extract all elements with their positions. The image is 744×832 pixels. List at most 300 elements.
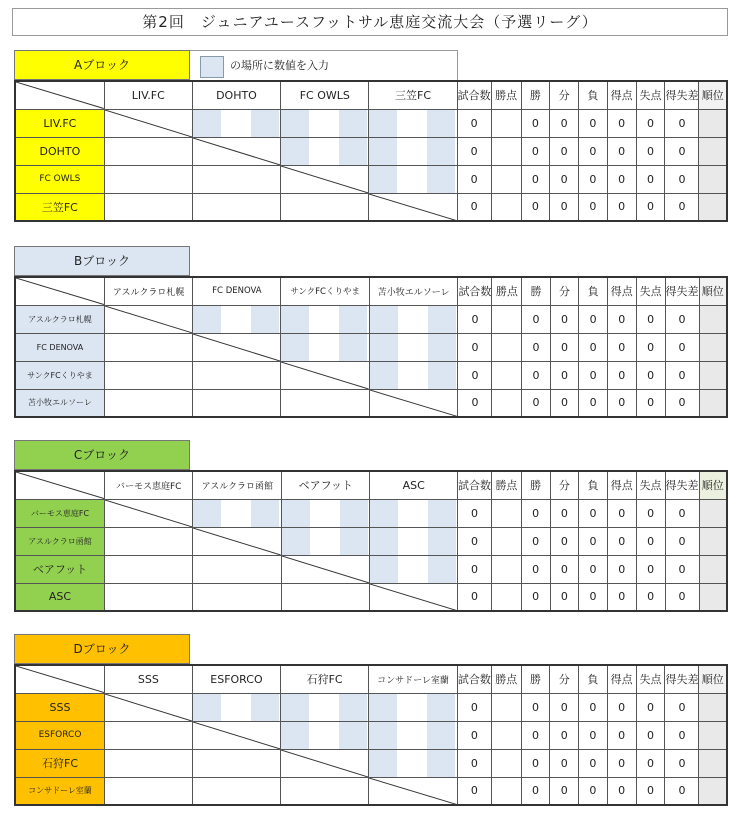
score-input-away[interactable] — [251, 500, 279, 527]
score-input-home[interactable] — [193, 110, 221, 137]
stat-value: 0 — [665, 305, 699, 333]
stat-value: 0 — [457, 193, 491, 221]
stat-value: 0 — [579, 777, 608, 805]
score-input-away[interactable] — [427, 750, 455, 777]
team-name: アスルクラロ札幌 — [15, 305, 104, 333]
stat-value: 0 — [636, 361, 665, 389]
team-name: FC OWLS — [15, 165, 104, 193]
match-result-cell — [104, 555, 193, 583]
self-match-cell — [281, 361, 370, 389]
self-match-cell — [192, 137, 280, 165]
stat-value: 0 — [636, 777, 665, 805]
stat-header: 得点 — [607, 471, 636, 499]
stat-value: 0 — [636, 583, 665, 611]
stat-value: 0 — [636, 749, 665, 777]
stat-value: 0 — [665, 527, 699, 555]
stat-header: 負 — [578, 81, 607, 109]
team-name: ESFORCO — [15, 721, 105, 749]
stat-value: 0 — [521, 777, 550, 805]
match-result-cell — [105, 777, 193, 805]
stat-header: 順位 — [699, 277, 727, 305]
match-cell[interactable] — [281, 333, 370, 361]
score-input-away[interactable] — [339, 694, 367, 721]
team-name: コンサドーレ室蘭 — [15, 777, 105, 805]
stat-value: 0 — [521, 555, 550, 583]
rank-cell — [699, 555, 727, 583]
match-result-cell — [192, 193, 280, 221]
stat-value: 0 — [607, 333, 636, 361]
corner-cell — [15, 277, 104, 305]
match-cell[interactable] — [369, 137, 457, 165]
table-row — [15, 749, 727, 777]
table-row — [15, 165, 727, 193]
match-cell[interactable] — [369, 305, 458, 333]
score-input-away[interactable] — [339, 306, 367, 333]
score-input-away[interactable] — [339, 722, 367, 749]
stat-header: 試合数 — [457, 665, 491, 693]
table-row — [15, 361, 727, 389]
opponent-header: サンクFCくりやま — [281, 277, 370, 305]
stat-value: 0 — [607, 193, 636, 221]
stat-value: 0 — [458, 389, 492, 417]
stat-value: 0 — [578, 109, 607, 137]
stat-value: 0 — [636, 305, 665, 333]
stat-header: 得点 — [607, 665, 636, 693]
rank-cell — [699, 499, 727, 527]
score-input-away[interactable] — [339, 110, 367, 137]
stat-header: 勝点 — [491, 81, 521, 109]
stat-header: 失点 — [636, 81, 665, 109]
opponent-header: コンサドーレ室蘭 — [369, 665, 458, 693]
stat-value: 0 — [607, 777, 636, 805]
block-label: Cブロック — [14, 440, 190, 470]
score-input-home[interactable] — [370, 556, 398, 583]
table-row — [15, 333, 727, 361]
stat-value: 0 — [522, 333, 551, 361]
stat-header: 得点 — [607, 277, 636, 305]
points-cell — [492, 555, 522, 583]
stat-value: 0 — [457, 109, 491, 137]
stat-value: 0 — [550, 137, 579, 165]
stat-value: 0 — [636, 165, 665, 193]
table-row — [15, 555, 727, 583]
opponent-header: DOHTO — [192, 81, 280, 109]
stat-value: 0 — [550, 555, 579, 583]
block-label: Dブロック — [14, 634, 190, 664]
score-input-home[interactable] — [370, 362, 398, 389]
stat-header: 順位 — [699, 81, 727, 109]
score-input-away[interactable] — [427, 138, 455, 165]
score-input-home[interactable] — [281, 306, 309, 333]
stat-value: 0 — [607, 749, 636, 777]
match-cell[interactable] — [193, 499, 282, 527]
stat-value: 0 — [522, 361, 551, 389]
points-cell — [492, 361, 522, 389]
team-name: アスルクラロ函館 — [15, 527, 104, 555]
stat-value: 0 — [636, 555, 665, 583]
match-result-cell — [192, 777, 280, 805]
stat-header: 順位 — [699, 665, 727, 693]
stat-value: 0 — [521, 165, 550, 193]
match-cell[interactable] — [281, 721, 369, 749]
points-cell — [491, 777, 521, 805]
score-input-away[interactable] — [428, 528, 456, 555]
match-result-cell — [104, 361, 193, 389]
self-match-cell — [369, 777, 458, 805]
table-row — [15, 109, 727, 137]
opponent-header: LIV.FC — [104, 81, 192, 109]
match-result-cell — [104, 137, 192, 165]
score-input-away[interactable] — [339, 334, 367, 361]
stat-value: 0 — [579, 333, 608, 361]
match-cell[interactable] — [369, 165, 457, 193]
stat-value: 0 — [457, 721, 491, 749]
stat-value: 0 — [636, 499, 665, 527]
stat-value: 0 — [665, 555, 699, 583]
stat-value: 0 — [636, 137, 665, 165]
self-match-cell — [105, 693, 193, 721]
stat-value: 0 — [579, 721, 608, 749]
points-cell — [491, 165, 521, 193]
stat-value: 0 — [607, 165, 636, 193]
stat-value: 0 — [665, 333, 699, 361]
stat-header: 試合数 — [457, 81, 491, 109]
match-cell[interactable] — [281, 109, 369, 137]
points-cell — [491, 721, 521, 749]
stat-header: 失点 — [636, 277, 665, 305]
stat-value: 0 — [607, 361, 636, 389]
league-table — [14, 470, 728, 612]
stat-value: 0 — [579, 583, 608, 611]
score-input-home[interactable] — [369, 750, 397, 777]
stat-header: 分 — [550, 81, 579, 109]
opponent-header: ESFORCO — [192, 665, 280, 693]
stat-value: 0 — [521, 749, 550, 777]
stat-value: 0 — [665, 777, 699, 805]
stat-value: 0 — [665, 361, 699, 389]
table-row — [15, 721, 727, 749]
team-name: DOHTO — [15, 137, 104, 165]
stat-header: 試合数 — [458, 277, 492, 305]
match-result-cell — [104, 527, 193, 555]
match-cell[interactable] — [370, 499, 458, 527]
score-input-away[interactable] — [428, 556, 456, 583]
stat-value: 0 — [521, 583, 550, 611]
match-cell[interactable] — [369, 693, 458, 721]
stat-header: 得失差 — [665, 665, 699, 693]
self-match-cell — [193, 527, 282, 555]
score-input-home[interactable] — [282, 528, 310, 555]
team-name: 三笠FC — [15, 193, 104, 221]
stat-value: 0 — [550, 527, 579, 555]
stat-header: 勝点 — [492, 277, 522, 305]
score-input-home[interactable] — [369, 694, 397, 721]
score-input-away[interactable] — [427, 722, 455, 749]
stat-value: 0 — [579, 693, 608, 721]
opponent-header: アスルクラロ札幌 — [104, 277, 193, 305]
rank-cell — [699, 137, 727, 165]
stat-value: 0 — [665, 693, 699, 721]
points-cell — [491, 693, 521, 721]
match-cell[interactable] — [369, 109, 457, 137]
score-input-away[interactable] — [428, 306, 456, 333]
match-cell[interactable] — [369, 333, 458, 361]
team-name: 苫小牧エルソーレ — [15, 389, 104, 417]
stat-value: 0 — [458, 333, 492, 361]
score-input-home[interactable] — [369, 110, 397, 137]
match-result-cell — [104, 165, 192, 193]
stat-value: 0 — [521, 527, 550, 555]
page-title: 第2回 ジュニアユースフットサル恵庭交流大会（予選リーグ） — [12, 8, 728, 36]
self-match-cell — [369, 193, 457, 221]
table-row — [15, 777, 727, 805]
match-result-cell — [105, 721, 193, 749]
opponent-header: アスルクラロ函館 — [193, 471, 282, 499]
stat-value: 0 — [607, 527, 636, 555]
self-match-cell — [192, 721, 280, 749]
rank-cell — [699, 165, 727, 193]
stat-value: 0 — [665, 137, 699, 165]
self-match-cell — [281, 165, 369, 193]
score-input-away[interactable] — [251, 110, 279, 137]
stat-value: 0 — [550, 693, 579, 721]
stat-value: 0 — [607, 693, 636, 721]
league-table — [14, 80, 728, 222]
rank-cell — [699, 693, 727, 721]
team-name: FC DENOVA — [15, 333, 104, 361]
stat-value: 0 — [521, 137, 550, 165]
stat-value: 0 — [665, 165, 699, 193]
score-input-home[interactable] — [369, 722, 397, 749]
self-match-cell — [369, 389, 458, 417]
match-cell[interactable] — [192, 693, 280, 721]
team-name: 石狩FC — [15, 749, 105, 777]
match-cell[interactable] — [193, 305, 281, 333]
self-match-cell — [281, 749, 369, 777]
stat-value: 0 — [550, 721, 579, 749]
stat-value: 0 — [636, 193, 665, 221]
stat-header: 分 — [550, 277, 579, 305]
stat-value: 0 — [550, 749, 579, 777]
stat-value: 0 — [550, 305, 579, 333]
score-input-away[interactable] — [427, 110, 455, 137]
stat-value: 0 — [579, 305, 608, 333]
stat-value: 0 — [550, 499, 579, 527]
opponent-header: 苫小牧エルソーレ — [369, 277, 458, 305]
block-label: Bブロック — [14, 246, 190, 276]
score-input-away[interactable] — [427, 166, 455, 193]
match-result-cell — [104, 583, 193, 611]
points-cell — [491, 109, 521, 137]
points-cell — [491, 749, 521, 777]
score-input-away[interactable] — [428, 500, 456, 527]
stat-value: 0 — [458, 305, 492, 333]
block-label: Aブロック — [14, 50, 190, 80]
score-input-home[interactable] — [369, 166, 397, 193]
stat-value: 0 — [578, 137, 607, 165]
stat-value: 0 — [607, 137, 636, 165]
legend-text: の場所に数値を入力 — [230, 59, 329, 72]
score-input-away[interactable] — [251, 694, 279, 721]
score-input-home[interactable] — [193, 306, 221, 333]
points-cell — [492, 333, 522, 361]
match-cell[interactable] — [369, 361, 458, 389]
match-result-cell — [104, 333, 193, 361]
stat-value: 0 — [636, 721, 665, 749]
score-input-home[interactable] — [282, 500, 310, 527]
corner-cell — [15, 665, 105, 693]
self-match-cell — [193, 333, 281, 361]
table-row — [15, 527, 727, 555]
stat-header: 負 — [579, 277, 608, 305]
opponent-header: FC DENOVA — [193, 277, 281, 305]
score-input-home[interactable] — [193, 694, 221, 721]
rank-cell — [699, 109, 727, 137]
match-cell[interactable] — [369, 749, 458, 777]
self-match-cell — [370, 583, 458, 611]
stat-value: 0 — [457, 749, 491, 777]
score-input-away[interactable] — [340, 528, 368, 555]
stat-header: 得失差 — [665, 81, 699, 109]
rank-cell — [699, 777, 727, 805]
stat-value: 0 — [550, 165, 579, 193]
table-row — [15, 499, 727, 527]
score-input-home[interactable] — [281, 138, 309, 165]
stat-value: 0 — [607, 721, 636, 749]
stat-value: 0 — [457, 777, 491, 805]
score-input-away[interactable] — [427, 694, 455, 721]
rank-cell — [699, 305, 727, 333]
points-cell — [492, 499, 522, 527]
score-input-home[interactable] — [370, 528, 398, 555]
match-result-cell — [105, 749, 193, 777]
stat-header: 失点 — [636, 471, 665, 499]
match-result-cell — [193, 389, 281, 417]
stat-value: 0 — [636, 109, 665, 137]
score-input-home[interactable] — [281, 694, 309, 721]
opponent-header: ベアフット — [282, 471, 370, 499]
score-input-away[interactable] — [428, 362, 456, 389]
score-input-away[interactable] — [339, 138, 367, 165]
score-input-home[interactable] — [370, 306, 398, 333]
stat-value: 0 — [458, 555, 492, 583]
opponent-header: FC OWLS — [281, 81, 369, 109]
stat-value: 0 — [522, 389, 551, 417]
stat-value: 0 — [607, 389, 636, 417]
score-input-home[interactable] — [281, 334, 309, 361]
match-cell[interactable] — [370, 527, 458, 555]
points-cell — [492, 389, 522, 417]
points-cell — [492, 583, 522, 611]
score-input-home[interactable] — [369, 138, 397, 165]
stat-value: 0 — [522, 305, 551, 333]
match-result-cell — [281, 777, 369, 805]
match-cell[interactable] — [282, 527, 370, 555]
stat-header: 勝点 — [492, 471, 522, 499]
stat-value: 0 — [550, 333, 579, 361]
table-row — [15, 137, 727, 165]
stat-value: 0 — [457, 137, 491, 165]
stat-value: 0 — [458, 583, 492, 611]
table-row — [15, 389, 727, 417]
table-row — [15, 693, 727, 721]
stat-value: 0 — [458, 527, 492, 555]
match-cell[interactable] — [369, 721, 458, 749]
match-cell[interactable] — [281, 137, 369, 165]
opponent-header: 三笠FC — [369, 81, 457, 109]
match-cell[interactable] — [281, 305, 370, 333]
score-input-home[interactable] — [370, 500, 398, 527]
match-cell[interactable] — [282, 499, 370, 527]
score-input-away[interactable] — [340, 500, 368, 527]
stat-header: 勝 — [522, 277, 551, 305]
score-input-home[interactable] — [281, 110, 309, 137]
stat-value: 0 — [579, 499, 608, 527]
stat-value: 0 — [578, 165, 607, 193]
stat-value: 0 — [579, 749, 608, 777]
match-cell[interactable] — [192, 109, 280, 137]
score-input-away[interactable] — [251, 306, 279, 333]
stat-value: 0 — [521, 109, 550, 137]
stat-value: 0 — [665, 109, 699, 137]
stat-value: 0 — [578, 193, 607, 221]
stat-value: 0 — [665, 749, 699, 777]
stat-value: 0 — [636, 527, 665, 555]
self-match-cell — [104, 305, 193, 333]
stat-value: 0 — [636, 333, 665, 361]
stat-value: 0 — [636, 389, 665, 417]
stat-value: 0 — [550, 193, 579, 221]
stat-value: 0 — [665, 583, 699, 611]
stat-header: 勝点 — [491, 665, 521, 693]
match-result-cell — [192, 749, 280, 777]
opponent-header: バーモス恵庭FC — [104, 471, 193, 499]
stat-header: 順位 — [699, 471, 727, 499]
table-row — [15, 193, 727, 221]
score-input-home[interactable] — [193, 500, 221, 527]
rank-cell — [699, 333, 727, 361]
rank-cell — [699, 389, 727, 417]
match-result-cell — [193, 361, 281, 389]
stat-header: 負 — [579, 665, 608, 693]
match-cell[interactable] — [370, 555, 458, 583]
stat-value: 0 — [521, 193, 550, 221]
stat-value: 0 — [665, 193, 699, 221]
stat-value: 0 — [521, 693, 550, 721]
score-input-home[interactable] — [281, 722, 309, 749]
match-cell[interactable] — [281, 693, 369, 721]
rank-cell — [699, 527, 727, 555]
match-result-cell — [281, 193, 369, 221]
points-cell — [492, 527, 522, 555]
match-result-cell — [193, 555, 282, 583]
stat-value: 0 — [550, 777, 579, 805]
stat-header: 得失差 — [665, 277, 699, 305]
stat-header: 勝 — [521, 81, 550, 109]
stat-value: 0 — [579, 527, 608, 555]
stat-value: 0 — [579, 389, 608, 417]
stat-value: 0 — [579, 361, 608, 389]
stat-value: 0 — [458, 361, 492, 389]
stat-value: 0 — [458, 499, 492, 527]
opponent-header: 石狩FC — [281, 665, 369, 693]
match-result-cell — [192, 165, 280, 193]
score-input-home[interactable] — [370, 334, 398, 361]
rank-cell — [699, 361, 727, 389]
score-input-away[interactable] — [428, 334, 456, 361]
stat-value: 0 — [607, 499, 636, 527]
rank-cell — [699, 721, 727, 749]
